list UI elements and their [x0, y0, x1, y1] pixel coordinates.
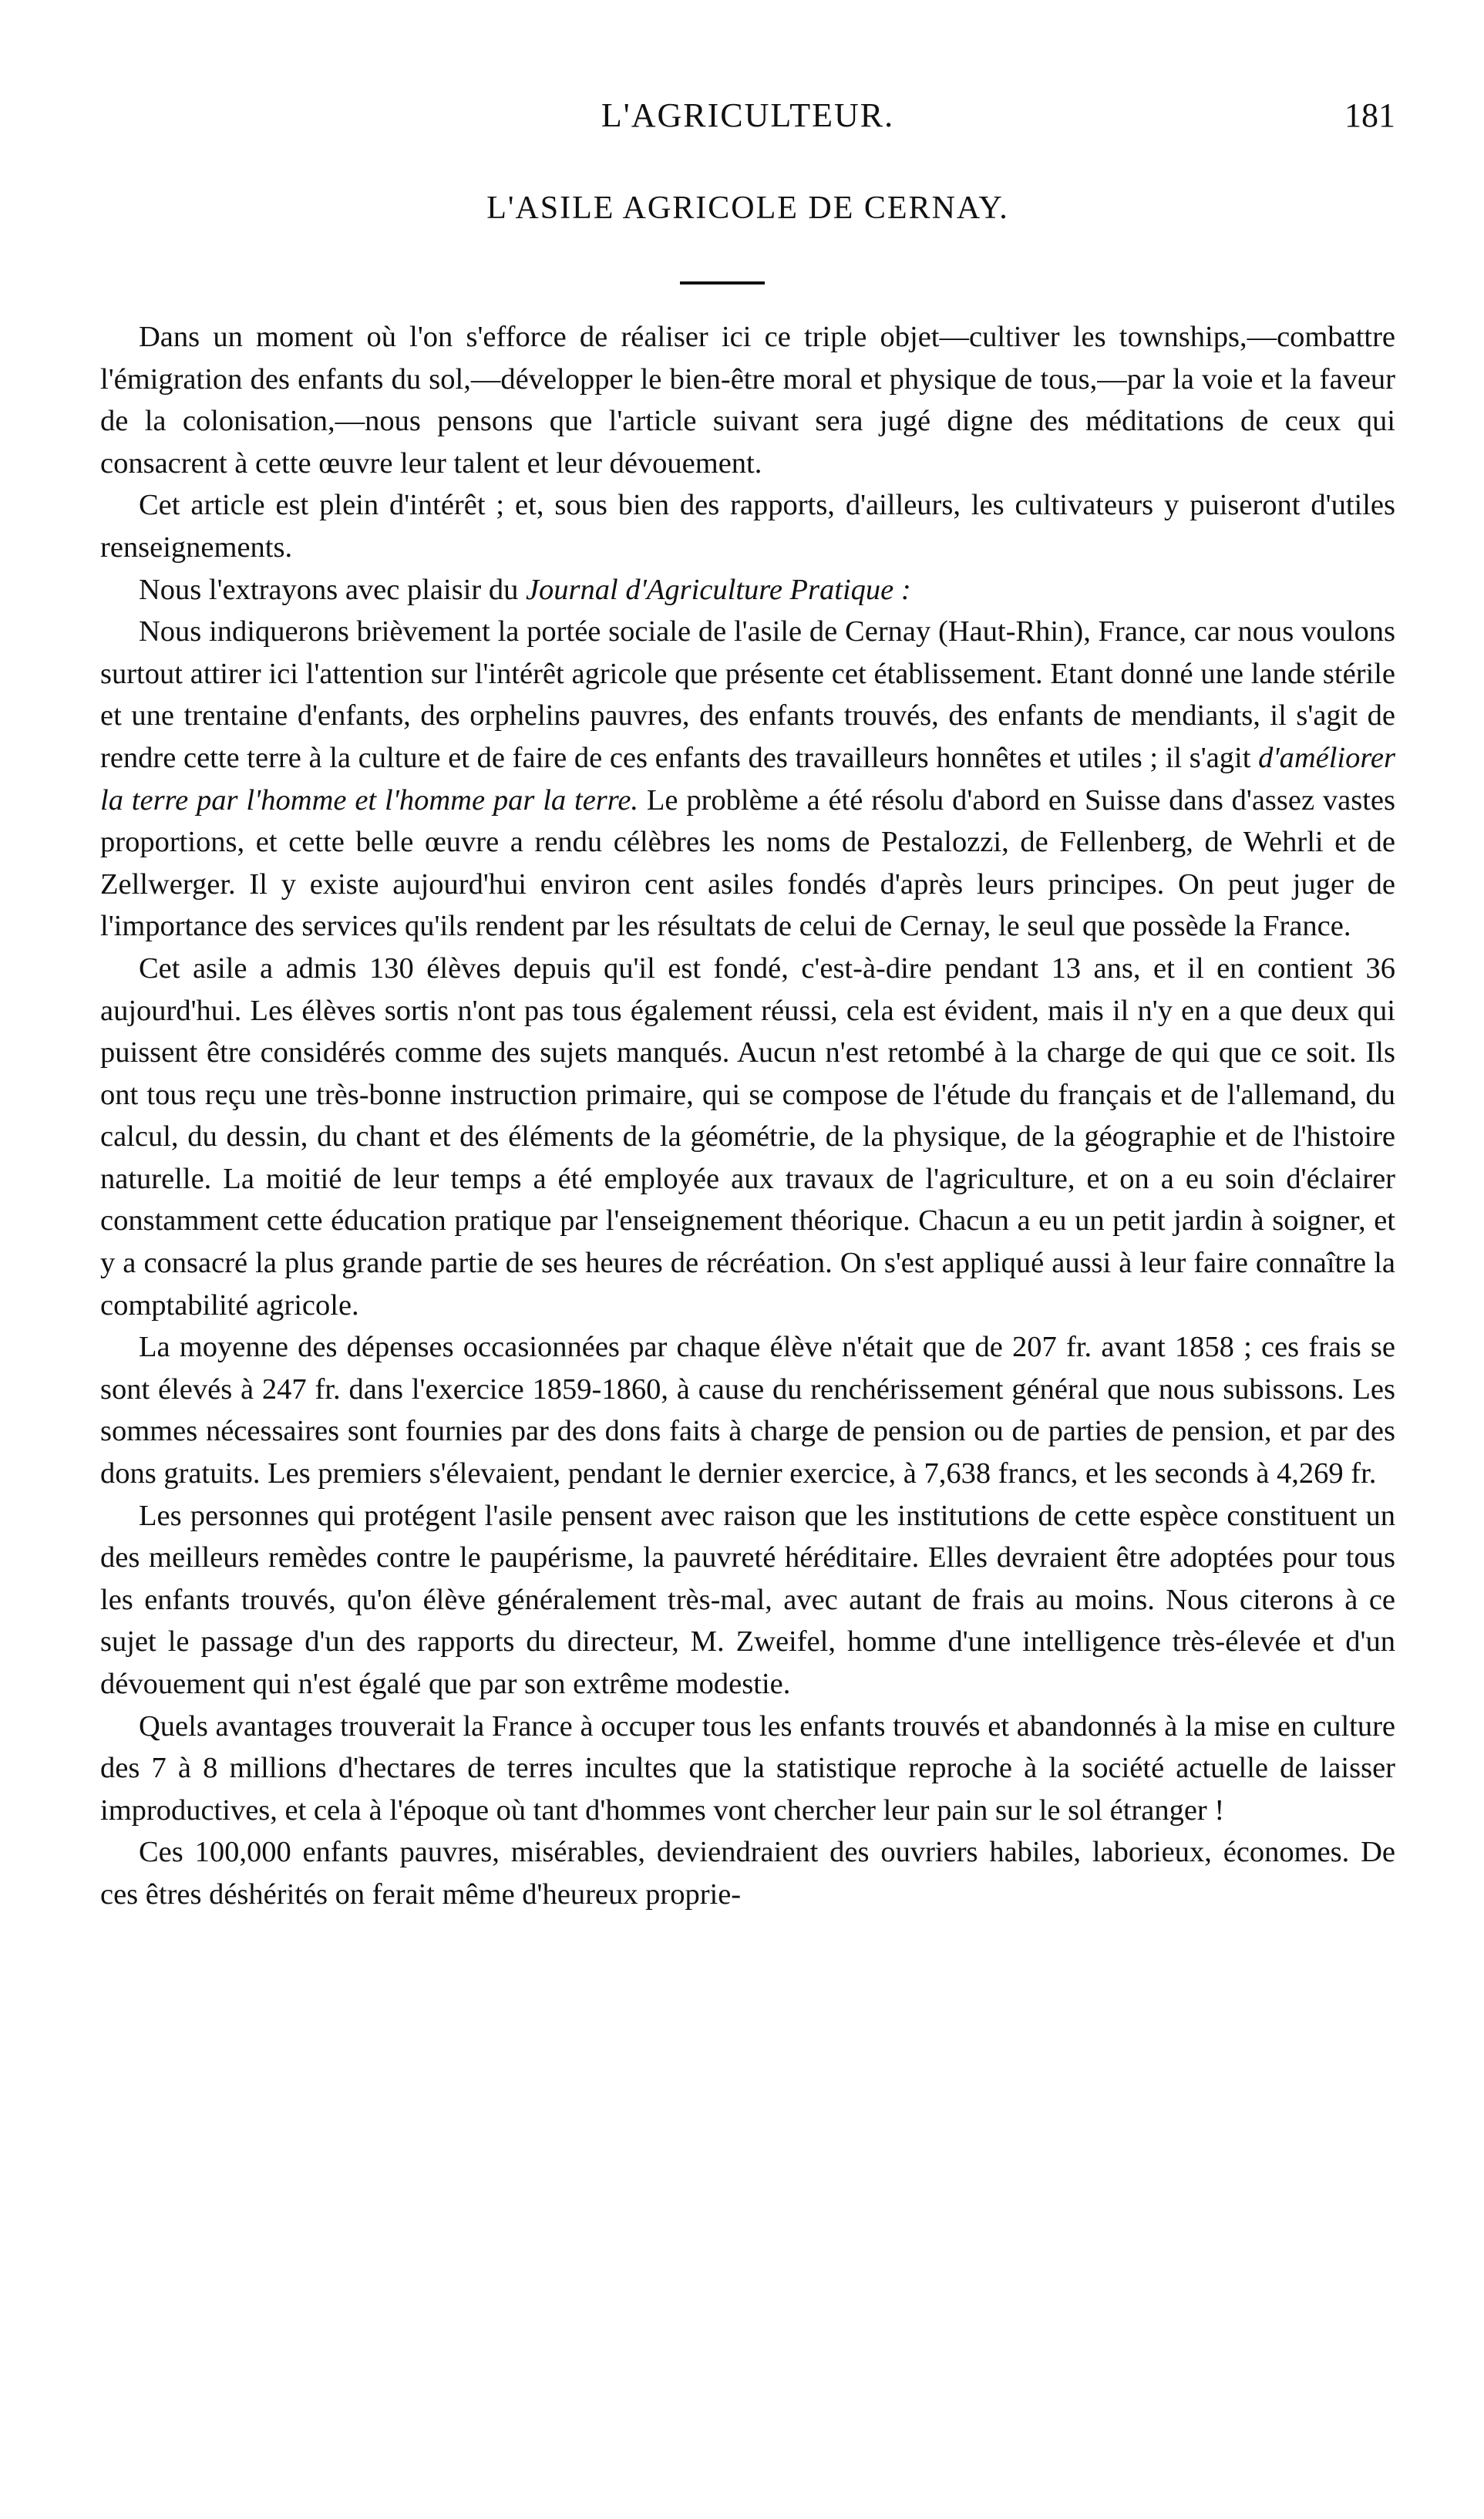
paragraph-children: Ces 100,000 enfants pauvres, misérables, deviendraient des ouvriers habiles, laborieux, économes. De ces êtres déshérités on ferait même d'heureux proprie- — [100, 1836, 1395, 1911]
paragraph-students: Cet asile a admis 130 élèves depuis qu'il est fondé, c'est-à-dire pendant 13 ans, et il en contient 36 aujourd'hui. Les élèves sortis n'ont pas tous également réussi, cela est évident, mais il n'y en a que deux qui puissent être considérés comme des sujets manqués. Aucun n'est retombé à la charge de qui que ce soit. Ils ont tous reçu une très-bonne instruction primaire, qui se compose de l'étude du français et de l'allemand, du calcul, du dessin, du chant et des éléments de la géométrie, de la physique, de la géographie et de l'histoire naturelle. La moitié de leur temps a été employée aux travaux de l'agriculture, et on a eu soin d'éclairer constamment cette éducation pratique par l'enseignement théorique. Chacun a eu un petit jardin à soigner, et y a consacré la plus grande partie de ses heures de récréation. On s'est appliqué aussi à leur faire connaître la comptabilité agricole. — [100, 951, 1395, 1322]
running-head — [100, 93, 1395, 139]
overview-motto: d'améliorer la terre par l'homme et l'homme par la terre. — [100, 741, 1395, 817]
source-journal-title: Journal d'Agriculture Pratique : — [525, 573, 911, 606]
article-title: L'ASILE AGRICOLE DE CERNAY. — [486, 190, 1009, 226]
paragraph-expenses: La moyenne des dépenses occasionnées par chaque élève n'était que de 207 fr. avant 1858 ; ces frais se sont élevés à 247 fr. dans l'exercice 1859-1860, à cause du renchérissement général que nous subissons. Les sommes nécessaires sont fournies par des dons faits à charge de pension ou de parties de pension, et par des dons gratuits. Les premiers s'élevaient, pendant le dernier exercice, à 7,638 francs, et les seconds à 4,269 fr. — [100, 1331, 1395, 1490]
paragraph-cernay-overview — [100, 611, 1395, 948]
article-body — [100, 316, 1395, 1916]
overview-text-a: Nous indiquerons brièvement la portée sociale de l'asile de Cernay (Haut-Rhin), France, car nous voulons surtout attirer ici l'attention sur l'intérêt agricole que présente cet établissement. Etant donné une lande stérile et une trentaine d'enfants, des orphelins pauvres, des enfants trouvés, des enfants de mendiants, il s'agit de rendre cette terre à la culture et de faire de ces enfants des travailleurs honnêtes et utiles ; il s'agit — [100, 615, 1395, 774]
paragraph-institutions: Les personnes qui protégent l'asile pensent avec raison que les institutions de cette espèce constituent un des meilleurs remèdes contre le paupérisme, la pauvreté héréditaire. Elles devraient être adoptées pour tous les enfants trouvés, qu'on élève généralement très-mal, avec autant de frais au moins. Nous citerons à ce sujet le passage d'un des rapports du directeur, M. Zweifel, homme d'une intelligence très-élevée et d'un dévouement qui n'est égalé que par son extrême modestie. — [100, 1499, 1395, 1700]
paragraph-source — [100, 569, 1395, 611]
source-lead-text: Nous l'extrayons avec plaisir du — [139, 573, 526, 606]
overview-text-b: Le problème a été résolu d'abord en Suisse dans d'assez vastes proportions, et cette belle œuvre a rendu célèbres les noms de Pestalozzi, de Fellenberg, de Wehrli et de Zellwerger. Il y existe aujourd'hui environ cent asiles fondés d'après leurs principes. On peut juger de l'importance des services qu'ils rendent par les résultats de celui de Cernay, le seul que possède la France. — [100, 783, 1396, 943]
paragraph-intro: Dans un moment où l'on s'efforce de réaliser ici ce triple objet—cultiver les townships,—combattre l'émigration des enfants du sol,—développer le bien-être moral et physique de tous,—par la voie et la faveur de la colonisation,—nous pensons que l'article suivant sera jugé digne des méditations de ceux qui consacrent à cette œuvre leur talent et leur dévouement. — [100, 321, 1395, 480]
paragraph-advantages: Quels avantages trouverait la France à occuper tous les enfants trouvés et abandonnés à la mise en culture des 7 à 8 millions d'hectares de terres incultes que la statistique reproche à la société actuelle de laisser improductives, et cela à l'époque où tant d'hommes vont chercher leur pain sur le sol étranger ! — [100, 1709, 1395, 1827]
page-number: 181 — [1344, 96, 1395, 134]
title-rule — [680, 281, 765, 285]
running-title: L'AGRICULTEUR. — [601, 96, 895, 134]
paragraph-interest: Cet article est plein d'intérêt ; et, sous bien des rapports, d'ailleurs, les cultivateurs y puiseront d'utiles renseignements. — [100, 489, 1395, 564]
